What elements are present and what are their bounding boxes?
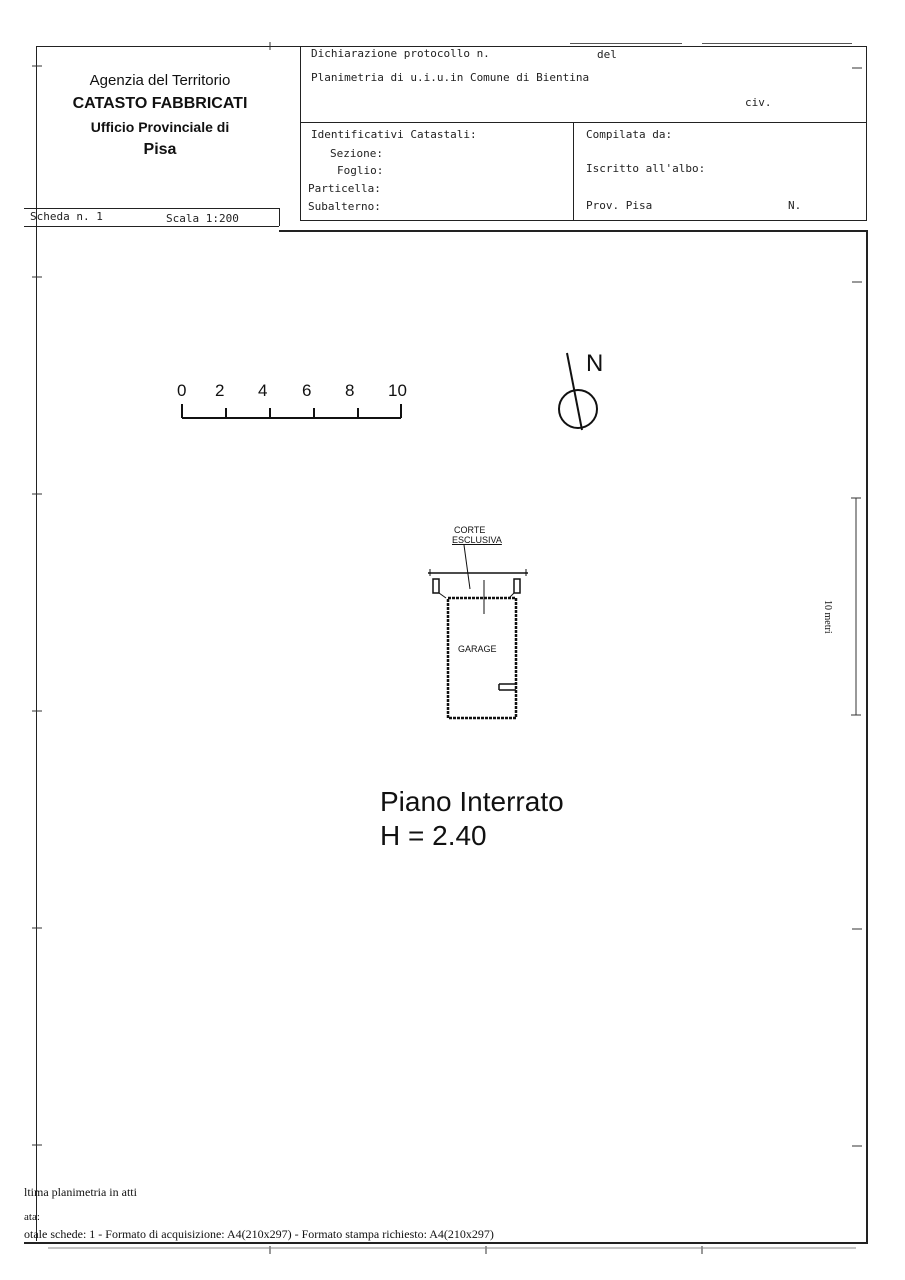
- scale-tick-label: 10: [388, 381, 407, 400]
- scale-tick-label: 2: [215, 381, 225, 400]
- floor-name: Piano Interrato: [380, 786, 564, 817]
- footer-last-plan: ltima planimetria in atti: [24, 1185, 137, 1199]
- corte-label-line1: CORTE: [454, 525, 486, 535]
- scheda-label: Scheda n. 1: [30, 210, 103, 223]
- side-scale-label: 10 metri: [822, 600, 833, 634]
- north-label: N: [586, 350, 604, 377]
- scala-label: Scala 1:200: [166, 212, 239, 225]
- civ-label: civ.: [745, 96, 772, 109]
- corte-label-line2: ESCLUSIVA: [452, 535, 502, 545]
- floor-height: H = 2.40: [380, 820, 487, 851]
- cadastre-title: CATASTO FABBRICATI: [72, 95, 248, 112]
- iscritto-label: Iscritto all'albo:: [586, 162, 706, 175]
- scale-bar: [170, 400, 410, 440]
- subalterno-label: Subalterno:: [308, 200, 381, 213]
- agency-name: Agenzia del Territorio: [89, 72, 231, 89]
- compilata-label: Compilata da:: [586, 128, 673, 141]
- plan-label: Planimetria di u.i.u.in Comune di Bientina: [311, 71, 590, 84]
- scale-tick-label: 8: [345, 381, 355, 400]
- provincial-office: Ufficio Provinciale di: [90, 119, 230, 135]
- sezione-label: Sezione:: [330, 147, 383, 160]
- garage-floor-plan: [420, 540, 540, 740]
- scale-tick-label: 0: [177, 381, 187, 400]
- number-label: N.: [788, 199, 802, 212]
- footer-date: ata:: [24, 1211, 40, 1223]
- protocol-label: Dichiarazione protocollo n.: [311, 47, 490, 60]
- province-label: Prov. Pisa: [586, 199, 653, 212]
- ident-label: Identificativi Catastali:: [311, 128, 477, 141]
- date-label: del: [597, 48, 617, 61]
- garage-label: GARAGE: [458, 644, 497, 654]
- scale-tick-label: 6: [302, 381, 312, 400]
- foglio-label: Foglio:: [337, 164, 384, 177]
- footer-total-sheets: otale schede: 1 - Formato di acquisizione: A4(210x297) - Formato stampa richiesto: A4(210x297): [24, 1227, 494, 1241]
- particella-label: Particella:: [308, 182, 381, 195]
- scale-tick-label: 4: [258, 381, 268, 400]
- office-city: Pisa: [143, 141, 177, 158]
